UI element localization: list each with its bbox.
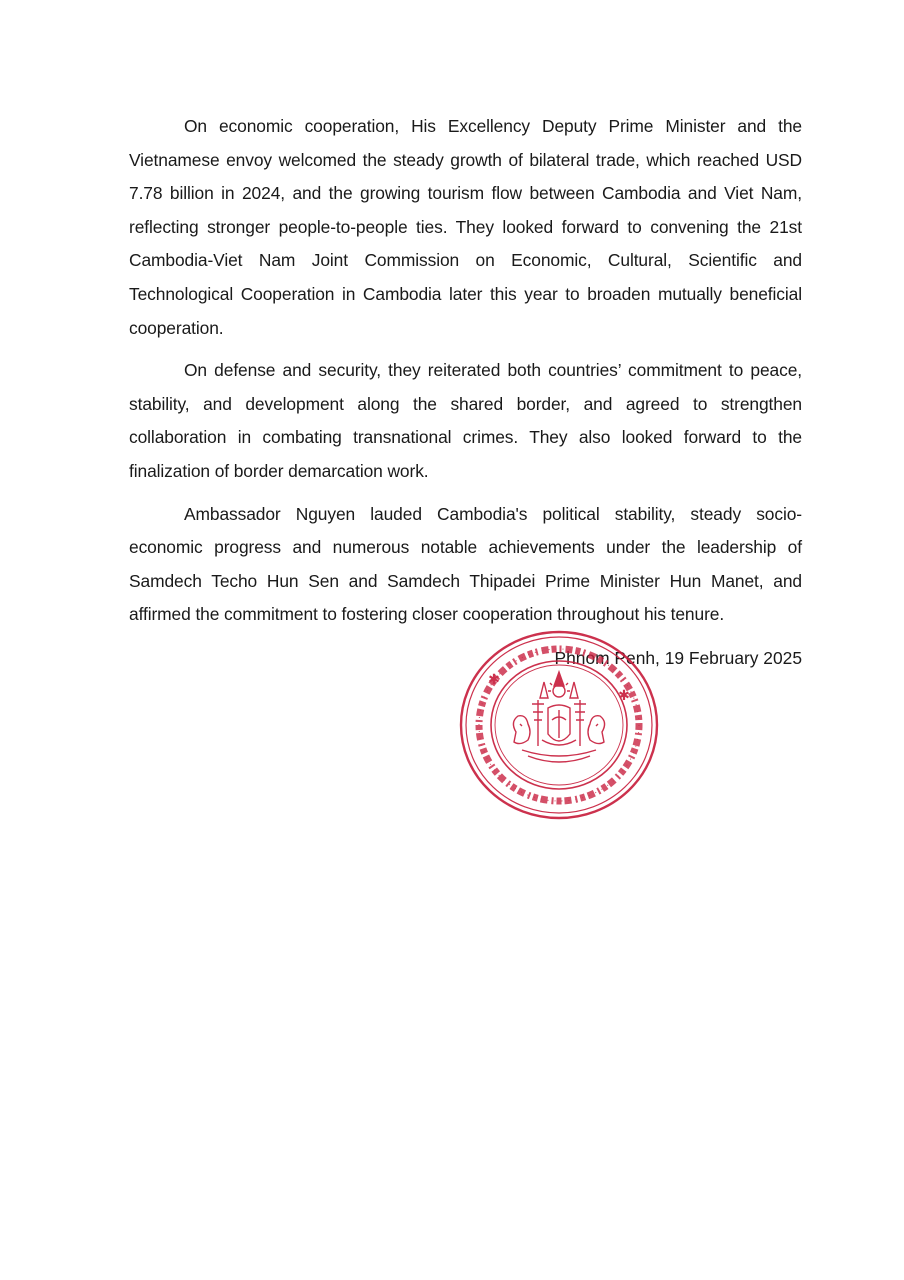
paragraph-ambassador-remarks: Ambassador Nguyen lauded Cambodia's political stability, steady socio-economic progress and numerous notable achievements under the leadership of Samdech Techo Hun Sen and Samdech Thipadei Prime Minister Hun Manet, and affirmed the commitment to fostering closer cooperation throughout his tenure. — [129, 503, 802, 625]
document-body — [129, 110, 802, 641]
ministry-seal-icon — [458, 628, 660, 822]
place-date-line: Phnom Penh, 19 February 2025 — [554, 648, 802, 668]
svg-text:✱: ✱ — [618, 688, 630, 704]
paragraph-economic-cooperation: On economic cooperation, His Excellency Deputy Prime Minister and the Vietnamese envoy welcomed the steady growth of bilateral trade, which reached USD 7.78 billion in 2024, and the growing tourism flow between Cambodia and Viet Nam, reflecting stronger people-to-people ties. They looked forward to convening the 21st Cambodia-Viet Nam Joint Commission on Economic, Cultural, Scientific and Technological Cooperation in Cambodia later this year to broaden mutually beneficial cooperation. — [129, 116, 802, 338]
svg-text:✱: ✱ — [488, 672, 500, 688]
paragraph-defense-security: On defense and security, they reiterated both countries’ commitment to peace, stability, and development along the shared border, and agreed to strengthen collaboration in combating transnational crimes. They also looked forward to the finalization of border demarcation work. — [129, 360, 802, 481]
